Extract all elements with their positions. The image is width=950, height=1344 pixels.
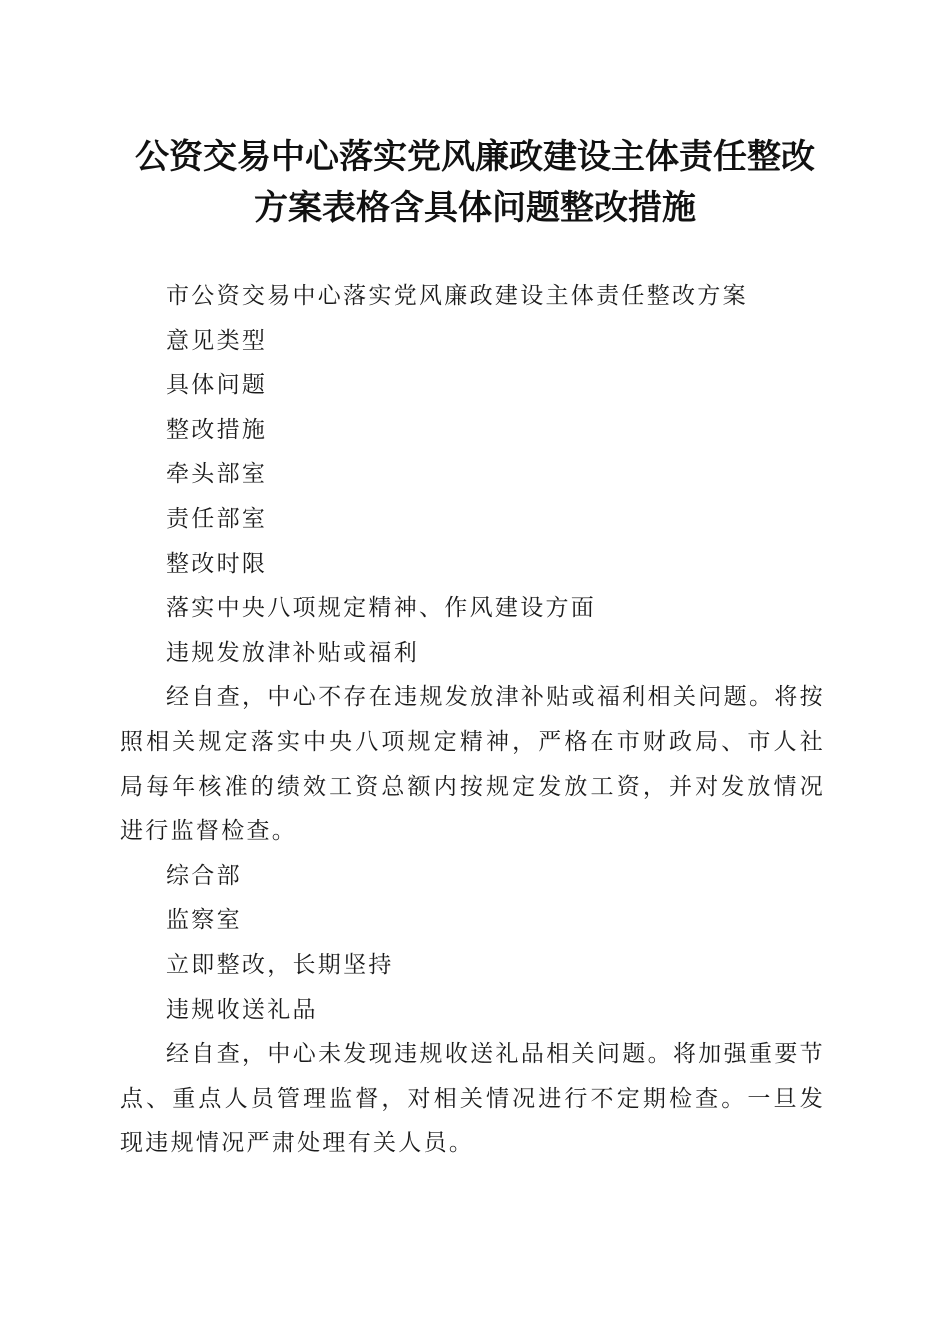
body-paragraph: 牵头部室 xyxy=(166,461,268,488)
body-paragraph: 违规发放津补贴或福利 xyxy=(166,639,419,666)
body-paragraph: 责任部室 xyxy=(166,505,268,532)
body-paragraph: 落实中央八项规定精神、作风建设方面 xyxy=(166,595,597,622)
body-paragraph: 违规收送礼品 xyxy=(166,996,318,1023)
body-paragraph: 意见类型 xyxy=(166,327,268,354)
body-paragraph: 整改措施 xyxy=(166,416,268,443)
body-paragraph: 具体问题 xyxy=(166,372,268,399)
body-paragraph: 综合部 xyxy=(166,862,242,889)
body-paragraph: 经自查，中心不存在违规发放津补贴或福利相关问题。将按照相关规定落实中央八项规定精神，严格在市财政局、市人社局每年核准的绩效工资总额内按规定发放工资，并对发放情况进行监督检查。 xyxy=(120,684,825,845)
body-paragraph: 监察室 xyxy=(166,907,242,934)
document-body xyxy=(120,274,825,1166)
body-paragraph: 整改时限 xyxy=(166,550,268,577)
title-line: 方案表格含具体问题整改措施 xyxy=(254,188,696,228)
title-line: 公资交易中心落实党风廉政建设主体责任整改 xyxy=(135,137,815,177)
body-paragraph: 经自查，中心未发现违规收送礼品相关问题。将加强重要节点、重点人员管理监督，对相关情况进行不定期检查。一旦发现违规情况严肃处理有关人员。 xyxy=(120,1041,825,1157)
document-title xyxy=(100,132,850,234)
body-paragraph: 立即整改，长期坚持 xyxy=(166,951,394,978)
body-paragraph: 市公资交易中心落实党风廉政建设主体责任整改方案 xyxy=(166,283,748,309)
